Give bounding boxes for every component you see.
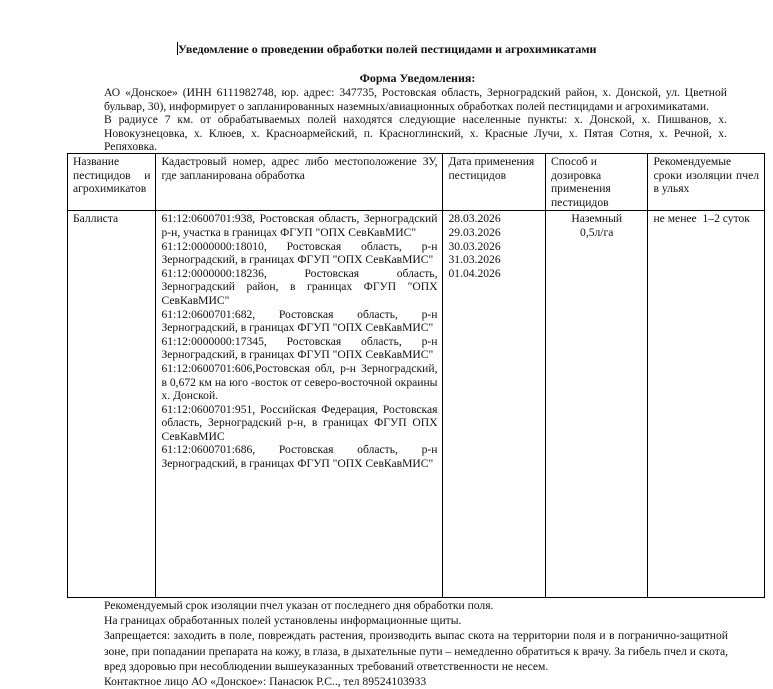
cell-pesticide: Баллиста [68,211,156,598]
cell-method-dosage [545,211,648,598]
location-entry: 61:12:0000000:17345, Ростовская область, р-н Зерноградский, в границах ФГУП "ОПХ СевКавМИС" [161,334,438,362]
cell-locations [156,211,443,598]
footer-notes [104,598,728,689]
header-method-dosage: Способ и дозировка применения пестицидов [545,154,648,211]
location-entry: 61:12:0600701:682, Ростовская область, р-н Зерноградский, в границах ФГУП "ОПХ СевКавМИС" [161,307,438,335]
table-row [68,211,765,598]
notification-table [67,153,765,598]
location-entry: 61:12:0600701:686, Ростовская область, р-н Зерноградский, в границах ФГУП "ОПХ СевКавМИС" [161,443,438,471]
method-value: Наземный [571,212,623,226]
cell-isolation: не менее 1–2 суток [648,211,765,598]
cell-dates [443,211,546,598]
footer-signs-note: На границах обработанных полей установлены информационные щиты. [104,614,462,628]
intro-company-paragraph: АО «Донское» (ИНН 6111982748, юр. адрес: 347735, Ростовская область, Зерноградский район, х. Донской, ул. Цветной бульвар, 30), информирует о запланированных наземных/авиационных обработках полей пестицидами и агрохимикатами. [104,86,727,113]
table-header-row [68,154,765,211]
date-entry: 31.03.2026 [448,253,501,267]
document-title: Уведомление о проведении обработки полей пестицидами и агрохимикатами [178,42,597,56]
date-entry: 30.03.2026 [448,239,501,253]
footer-isolation-note: Рекомендуемый срок изоляции пчел указан от последнего дня обработки поля. [104,599,494,612]
footer-prohibitions: Запрещается: заходить в поле, повреждать растения, производить выпас скота на территории поля и в погранично-защитной зоне, при попадании препарата на кожу, в глаза, в дыхательные пути – немедленно обратиться к врачу. За гибель пчел и скота, вред здоровью при несоблюдении вышеуказанных требований ответственности не несем. [104,629,728,673]
intro-settlements-paragraph: В радиусе 7 км. от обрабатываемых полей находятся следующие населенные пункты: х. Донской, х. Пишванов, х. Новокузнецовка, х. Клюев, х. Красноармейский, п. Красноглинский, х. Красные Лучи, х. Пятая Сотня, х. Речной, х. Репяховка. [104,113,727,154]
date-entry: 01.04.2026 [448,266,501,280]
location-entry: 61:12:0600701:938, Ростовская область, Зерноградский р-н, участка в границах ФГУП "ОПХ СевКавМИС" [161,212,438,239]
header-cadastral-location: Кадастровый номер, адрес либо местоположение ЗУ, где запланирована обработка [156,154,443,211]
location-entry: 61:12:0000000:18010, Ростовская область, р-н Зерноградский, в границах ФГУП "ОПХ СевКавМИС" [161,239,438,267]
header-application-date: Дата применения пестицидов [443,154,546,211]
header-pesticide-name: Название пестицидов и агрохимикатов [68,154,156,211]
intro-section [104,86,727,154]
dosage-value: 0,5л/га [580,225,614,239]
form-title: Форма Уведомления: [359,71,476,85]
location-entry: 61:12:0000000:18236, Ростовская область, Зерноградский район, в границах ФГУП "ОПХ СевКавМИС" [161,266,438,307]
footer-contact: Контактное лицо АО «Донское»: Панасюк Р.С.., тел 89524103933 [104,675,427,689]
location-entry: 61:12:0600701:606,Ростовская обл, р-н Зерноградский, в 0,672 км на юго -восток от северо-восточной окраины х. Донской. [161,361,438,403]
date-entry: 29.03.2026 [448,225,501,239]
header-bee-isolation: Рекомендуемые сроки изоляции пчел в ульях [648,154,765,211]
location-entry: 61:12:0600701:951, Российская Федерация, Ростовская область, Зерноградский р-н, в границах ФГУП ОПХ СевКавМИС [161,402,438,443]
date-entry: 28.03.2026 [448,212,501,226]
